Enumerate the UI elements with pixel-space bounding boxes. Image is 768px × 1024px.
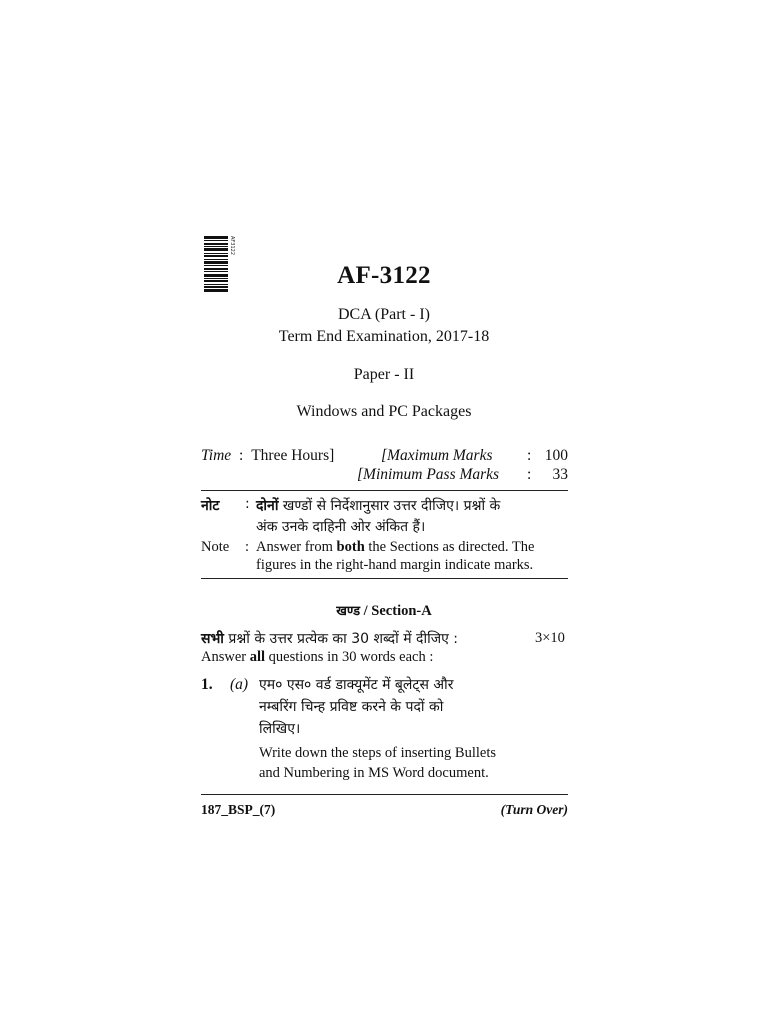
time-label: Time (201, 447, 232, 464)
divider-notes (201, 578, 568, 579)
time-row (201, 447, 334, 465)
section-heading: खण्ड / Section-A (336, 603, 432, 619)
course-title: DCA (Part - I) (338, 306, 430, 323)
note-hi-label: नोट (201, 498, 220, 514)
footer-code: 187_BSP_(7) (201, 802, 276, 817)
question-number: 1. (201, 676, 213, 693)
instruction-marks: 3×10 (535, 630, 565, 646)
divider-footer (201, 794, 568, 795)
paper-code: AF-3122 (337, 262, 431, 289)
max-marks-label: [Maximum Marks (381, 447, 493, 464)
note-en-line1: Answer from both the Sections as directed. The (256, 539, 535, 555)
question-hi-line3: लिखिए। (259, 721, 301, 737)
question-part: (a) (230, 676, 249, 693)
note-en-label: Note (201, 539, 230, 555)
instruction-en: Answer all questions in 30 words each : (201, 649, 434, 665)
divider-top (201, 490, 568, 491)
min-marks-label: [Minimum Pass Marks (357, 466, 500, 483)
note-hi-line1: दोनों खण्डों से निर्देशानुसार उत्तर दीजिए। प्रश्नों के (256, 498, 501, 514)
paper-number: Paper - II (353, 366, 415, 383)
subject-title: Windows and PC Packages (296, 403, 472, 420)
barcode-digits: AF3122 (229, 236, 235, 256)
min-marks-value: 33 (552, 466, 568, 483)
note-hi-sep: : (245, 496, 250, 512)
max-marks-value: 100 (544, 447, 568, 464)
question-en-line2: and Numbering in MS Word document. (259, 765, 489, 781)
note-en-line2: figures in the right-hand margin indicate marks. (256, 557, 534, 573)
min-marks-sep: : (527, 466, 532, 483)
time-value: Three Hours] (251, 447, 335, 464)
max-marks-sep: : (527, 447, 532, 464)
instruction-hi: सभी प्रश्नों के उत्तर प्रत्येक का 30 शब्दों में दीजिए : (201, 631, 458, 647)
question-hi-line2: नम्बरिंग चिन्ह प्रविष्ट करने के पदों को (259, 699, 444, 715)
question-hi-line1: एम० एस० वर्ड डाक्यूमेंट में बूलेट्स और (259, 677, 454, 693)
time-sep: : (239, 447, 244, 464)
turn-over-label: (Turn Over) (500, 802, 568, 817)
note-en-sep: : (245, 539, 250, 555)
exam-title: Term End Examination, 2017-18 (278, 328, 490, 345)
note-hi-line2: अंक उनके दाहिनी ओर अंकित हैं। (256, 519, 426, 535)
question-en-line1: Write down the steps of inserting Bullets (259, 745, 497, 761)
